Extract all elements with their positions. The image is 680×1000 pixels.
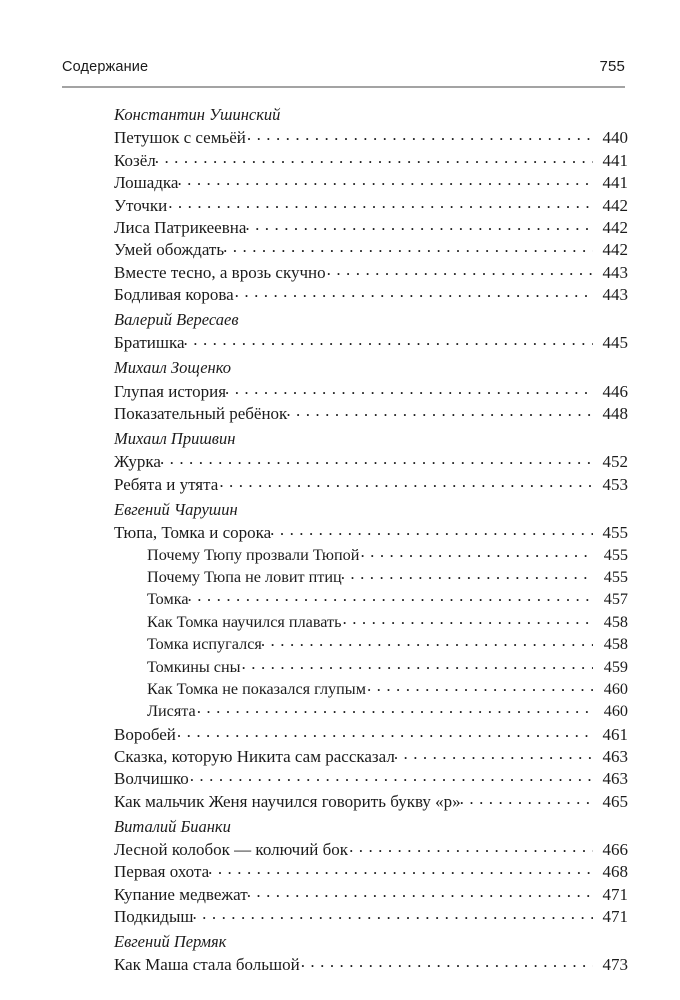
toc-section — [114, 499, 628, 812]
entry-title: Лесной колобок — колючий бок — [114, 840, 349, 859]
dot-leader — [349, 838, 593, 855]
table-of-contents — [114, 104, 628, 976]
author-heading: Михаил Пришвин — [114, 428, 236, 448]
entry-page-number: 459 — [603, 657, 628, 676]
toc-entry[interactable] — [114, 450, 628, 472]
entry-page-number: 442 — [602, 240, 628, 260]
entry-page-number: 442 — [602, 195, 628, 215]
entry-title: Почему Тюпа не ловит птиц — [147, 568, 342, 586]
toc-entry[interactable] — [114, 767, 628, 789]
entry-title: Уточки — [114, 195, 168, 215]
entry-page-number: 466 — [602, 840, 628, 859]
entry-title: Лисята — [147, 702, 196, 721]
entry-title: Как Маша стала большой — [114, 955, 300, 975]
dot-leader — [155, 149, 593, 166]
entry-title: Глупая история — [114, 381, 227, 401]
toc-entry[interactable] — [114, 261, 628, 283]
toc-entry[interactable] — [114, 521, 628, 543]
entry-page-number: 441 — [602, 173, 628, 193]
entry-page-number: 455 — [602, 523, 628, 543]
toc-entry[interactable] — [114, 723, 628, 745]
dot-leader — [270, 521, 593, 538]
entry-page-number: 443 — [602, 262, 628, 282]
dot-leader — [208, 860, 593, 877]
entry-title: Томкины сны — [147, 657, 241, 676]
toc-section — [114, 357, 628, 424]
dot-leader — [235, 283, 593, 300]
entry-page-number: 453 — [602, 474, 628, 494]
dot-leader — [225, 380, 593, 397]
entry-page-number: 463 — [602, 769, 628, 789]
entry-page-number: 442 — [602, 217, 628, 237]
dot-leader — [177, 171, 593, 188]
entry-page-number: 458 — [603, 635, 628, 654]
author-heading: Валерий Вересаев — [114, 310, 239, 330]
entry-page-number: 445 — [602, 333, 628, 353]
dot-leader — [219, 473, 593, 490]
entry-title: Как мальчик Женя научился говорить букву «р» — [114, 791, 461, 811]
toc-entry[interactable] — [114, 126, 628, 148]
dot-leader — [261, 633, 593, 649]
entry-title: Почему Тюпу прозвали Тюпой — [147, 545, 360, 564]
toc-entry[interactable] — [114, 905, 628, 927]
entry-page-number: 471 — [602, 884, 628, 904]
dot-leader — [192, 905, 593, 922]
entry-title: Братишка — [114, 333, 185, 353]
dot-leader — [327, 261, 593, 278]
dot-leader — [247, 126, 593, 143]
entry-title: Первая охота — [114, 862, 210, 882]
entry-title: Вместе тесно, а врозь скучно — [114, 262, 326, 282]
toc-entry[interactable] — [114, 380, 628, 402]
entry-page-number: 471 — [602, 907, 628, 927]
entry-title: Козёл — [114, 150, 156, 170]
entry-page-number: 457 — [603, 590, 628, 609]
toc-section — [114, 428, 628, 495]
entry-title: Томка испугался — [147, 635, 262, 654]
toc-entry[interactable] — [114, 838, 628, 860]
running-head — [62, 58, 625, 75]
entry-page-number: 440 — [602, 128, 628, 148]
dot-leader — [301, 953, 593, 970]
entry-page-number: 458 — [603, 612, 628, 631]
dot-leader — [188, 588, 593, 604]
entry-title: Журка — [114, 452, 161, 472]
page-title: Содержание — [62, 59, 149, 75]
entry-title: Как Томка не показался глупым — [147, 679, 366, 698]
entry-title: Петушок с семьёй — [114, 128, 246, 148]
author-heading: Виталий Бианки — [114, 816, 231, 836]
header-divider — [62, 86, 625, 88]
dot-leader — [223, 238, 593, 255]
entry-title: Волчишко — [114, 769, 189, 789]
toc-section — [114, 309, 628, 354]
entry-title: Сказка, которую Никита сам рассказал — [114, 746, 395, 766]
entry-title: Подкидыш — [114, 907, 194, 927]
dot-leader — [343, 611, 594, 627]
toc-section — [114, 931, 628, 976]
entry-page-number: 446 — [602, 381, 628, 401]
entry-page-number: 455 — [603, 568, 628, 586]
entry-page-number: 461 — [602, 724, 628, 744]
entry-page-number: 473 — [602, 955, 628, 975]
entry-title: Ребята и утята — [114, 474, 219, 494]
toc-subentry[interactable] — [114, 566, 628, 588]
toc-entry[interactable] — [114, 149, 628, 171]
dot-leader — [242, 655, 593, 671]
toc-entry[interactable] — [114, 238, 628, 260]
toc-subentry[interactable] — [114, 678, 628, 700]
entry-page-number: 455 — [603, 545, 628, 564]
entry-title: Умей обождать — [114, 240, 225, 260]
author-heading: Михаил Зощенко — [114, 358, 232, 378]
entry-page-number: 448 — [602, 404, 628, 424]
toc-subentry[interactable] — [114, 655, 628, 677]
toc-entry[interactable] — [114, 194, 628, 216]
toc-entry[interactable] — [114, 953, 628, 975]
dot-leader — [168, 194, 593, 211]
entry-title: Купание медвежат — [114, 884, 248, 904]
toc-entry[interactable] — [114, 283, 628, 305]
entry-title: Лошадка — [114, 173, 179, 193]
entry-page-number: 463 — [602, 746, 628, 766]
toc-entry[interactable] — [114, 402, 628, 424]
toc-subentry[interactable] — [114, 588, 628, 610]
entry-page-number: 441 — [602, 150, 628, 170]
entry-page-number: 443 — [602, 285, 628, 305]
toc-entry[interactable] — [114, 790, 628, 812]
entry-title: Тюпа, Томка и сорока — [114, 523, 272, 543]
dot-leader — [341, 566, 593, 582]
entry-page-number: 468 — [602, 862, 628, 882]
toc-entry[interactable] — [114, 331, 628, 353]
dot-leader — [286, 402, 593, 419]
dot-leader — [197, 700, 593, 716]
author-heading: Евгений Чарушин — [114, 499, 238, 519]
entry-title: Бодливая корова — [114, 285, 234, 305]
toc-section — [114, 104, 628, 306]
entry-page-number: 465 — [602, 791, 628, 811]
dot-leader — [177, 723, 593, 740]
entry-page-number: 460 — [603, 679, 628, 698]
toc-subentry[interactable] — [114, 543, 628, 565]
toc-entry[interactable] — [114, 883, 628, 905]
entry-title: Как Томка научился плавать — [147, 612, 342, 631]
toc-entry[interactable] — [114, 860, 628, 882]
toc-subentry[interactable] — [114, 611, 628, 633]
toc-entry[interactable] — [114, 171, 628, 193]
dot-leader — [460, 790, 593, 807]
entry-title: Показательный ребёнок — [114, 404, 288, 424]
dot-leader — [247, 883, 593, 900]
dot-leader — [160, 450, 593, 467]
dot-leader — [394, 745, 593, 762]
toc-entry[interactable] — [114, 473, 628, 495]
dot-leader — [184, 331, 593, 348]
dot-leader — [245, 216, 593, 233]
entry-title: Томка — [147, 590, 189, 609]
dot-leader — [190, 767, 593, 784]
folio-number: 755 — [599, 58, 625, 75]
dot-leader — [360, 543, 593, 559]
dot-leader — [367, 678, 593, 694]
toc-entry[interactable] — [114, 745, 628, 767]
toc-subentry[interactable] — [114, 633, 628, 655]
entry-page-number: 460 — [603, 702, 628, 721]
toc-entry[interactable] — [114, 216, 628, 238]
author-heading: Евгений Пермяк — [114, 932, 227, 952]
author-heading: Константин Ушинский — [114, 105, 281, 124]
toc-subentry[interactable] — [114, 700, 628, 722]
entry-title: Лиса Патрикеевна — [114, 217, 247, 237]
entry-page-number: 452 — [602, 452, 628, 472]
toc-section — [114, 816, 628, 928]
entry-title: Воробей — [114, 724, 176, 744]
